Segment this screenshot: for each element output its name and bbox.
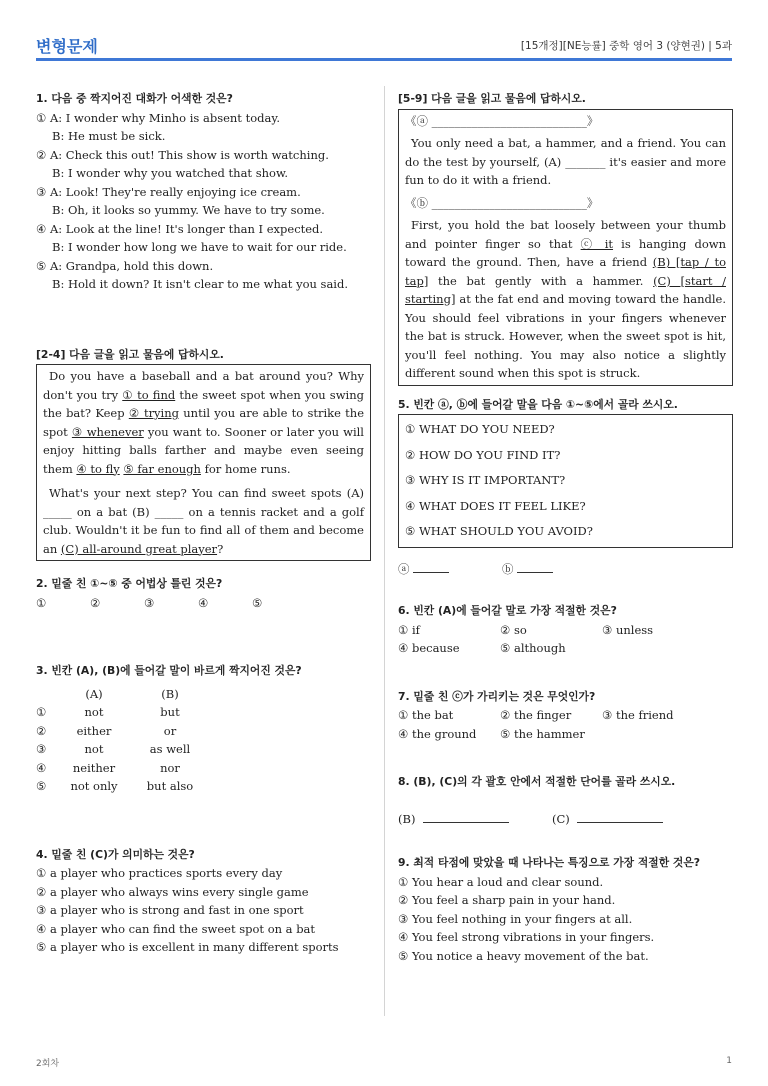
q2-choice: ②: [90, 595, 101, 610]
passage-2-4-prompt: [2-4] 다음 글을 읽고 물음에 답하시오.: [36, 347, 224, 361]
question-9-prompt: 9. 최적 타점에 맞았을 때 나타나는 특징으로 가장 적절한 것은?: [398, 856, 701, 869]
q9-option: ④ You feel strong vibrations in your fingers.: [398, 930, 655, 944]
q2-choice: ③: [144, 595, 155, 610]
question-5: [398, 396, 733, 579]
q9-option: ① You hear a loud and clear sound.: [398, 874, 604, 889]
question-7: [398, 688, 733, 744]
question-6-prompt: 6. 빈칸 (A)에 들어갈 말로 가장 적절한 것은?: [398, 604, 617, 617]
q7-row: [398, 725, 733, 744]
question-1-prompt: 1. 다음 중 짝지어진 대화가 어색한 것은?: [36, 92, 233, 105]
q6-option: ① if: [398, 622, 420, 637]
question-4: [36, 846, 371, 957]
passage-5-9: [398, 90, 733, 386]
passage-5-9-prompt: [5-9] 다음 글을 읽고 물음에 답하시오.: [398, 92, 586, 105]
q3-table: [36, 685, 371, 796]
q2-choices: [36, 594, 371, 613]
question-3-prompt: 3. 빈칸 (A), (B)에 들어갈 말이 바르게 짝지어진 것은?: [36, 664, 302, 677]
q4-option: ④ a player who can find the sweet spot on a bat: [36, 921, 316, 936]
q2-choice: ①: [36, 595, 47, 610]
q7-row: [398, 706, 733, 725]
q9-option: ③ You feel nothing in your fingers at all.: [398, 911, 633, 926]
q8-answers: [398, 810, 733, 829]
question-4-prompt: 4. 밑줄 친 (C)가 의미하는 것은?: [36, 847, 195, 861]
q5-option: ⑤ WHAT SHOULD YOU AVOID?: [405, 524, 593, 538]
q5-option: ④ WHAT DOES IT FEEL LIKE?: [405, 498, 586, 513]
passage-2-4: [36, 346, 371, 562]
answer-c-field[interactable]: (C): [552, 810, 663, 829]
question-6: [398, 602, 733, 658]
q7-option: ④ the ground: [398, 726, 477, 741]
q6-option: ⑤ although: [500, 641, 566, 655]
q3-row: ② either or: [36, 723, 177, 738]
question-1: [36, 90, 371, 294]
q1-line: B: Hold it down? It isn't clear to me what you said.: [52, 277, 349, 291]
q3-row: ③ not as well: [36, 742, 191, 756]
underline-2: ② trying: [128, 406, 180, 420]
blank-heading-b: 《ⓑ ___________________________》: [405, 195, 599, 210]
q5-options-box: [398, 414, 733, 548]
q3-row: ① not but: [36, 705, 180, 719]
passage-2-4-box: [36, 364, 371, 561]
q1-line: B: He must be sick.: [52, 129, 166, 143]
q5-option: ③ WHY IS IT IMPORTANT?: [405, 473, 566, 487]
column-divider: [384, 86, 385, 1016]
round-label: 2회차: [36, 1059, 60, 1069]
page-title: 변형문제: [36, 37, 98, 56]
underline-1: ① to find: [122, 387, 176, 402]
q2-choice: ⑤: [252, 595, 263, 610]
q4-option: ⑤ a player who is excellent in many different sports: [36, 940, 339, 954]
question-3: [36, 662, 371, 796]
blank-heading-a: 《ⓐ ___________________________》: [405, 113, 599, 128]
q1-line: B: I wonder why you watched that show.: [52, 166, 289, 180]
q1-line: ① A: I wonder why Minho is absent today.: [36, 110, 280, 125]
q5-option: ② HOW DO YOU FIND IT?: [405, 447, 561, 462]
question-7-prompt: 7. 밑줄 친 ⓒ가 가리키는 것은 무엇인가?: [398, 689, 596, 703]
underline-3: ③ whenever: [71, 424, 144, 439]
q6-row: [398, 621, 733, 640]
q3-row: ⑤ not only but also: [36, 779, 194, 793]
q3-row: ④ neither nor: [36, 760, 180, 775]
q1-line: B: Oh, it looks so yummy. We have to try some.: [52, 203, 325, 217]
q6-option: ② so: [500, 622, 527, 637]
q7-option: ① the bat: [398, 708, 454, 722]
textbook-info: [15개정][NE능률] 중학 영어 3 (양현권) | 5과: [520, 40, 732, 52]
q9-option: ② You feel a sharp pain in your hand.: [398, 893, 616, 907]
q7-option: ② the finger: [500, 708, 572, 722]
question-8-prompt: 8. (B), (C)의 각 괄호 안에서 적절한 단어를 골라 쓰시오.: [398, 775, 676, 788]
q1-line: ④ A: Look at the line! It's longer than I expected.: [36, 221, 324, 236]
q5-option: ① WHAT DO YOU NEED?: [405, 422, 555, 436]
left-column: [36, 90, 371, 957]
q4-option: ③ a player who is strong and fast in one sport: [36, 903, 304, 917]
q6-option: ③ unless: [602, 622, 654, 637]
passage-5-9-box: [398, 109, 733, 386]
underline-c-it: ⓒ it: [580, 236, 614, 251]
underline-4: ④ to fly: [76, 461, 120, 476]
q4-option: ② a player who always wins every single game: [36, 884, 309, 899]
q6-row: [398, 639, 733, 658]
q1-line: ⑤ A: Grandpa, hold this down.: [36, 258, 214, 273]
passage-2-4-para-1: Do you have a baseball and a bat around you? Why don't you try ① to find the sweet spot when you swing the bat? Keep ② trying until you are able to strike the spot ③ whenever you want to. Sooner or later you will enjoy hitting balls farther and maybe even seeing them ④ to fly ⑤ far enough for home runs.: [43, 369, 365, 476]
answer-a[interactable]: ⓐ: [398, 560, 502, 579]
passage-2-4-para-2: What's your next step? You can find sweet spots (A) _____ on a bat (B) _____ on a tennis racket and a golf club. Wouldn't it be fun to find all of them and become an (C) all-around great player?: [43, 486, 364, 556]
q3-header-row: (A) (B): [85, 686, 179, 701]
q1-line: ② A: Check this out! This show is worth watching.: [36, 147, 329, 162]
q5-answers: [398, 560, 733, 579]
passage-5-9-para-b: First, you hold the bat loosely between your thumb and pointer finger so that ⓒ it is hanging down toward the ground. Then, have a friend (B) [tap / to tap] the bat gently with a hammer. (C) [start / starting] at the fat end and moving toward the handle. You should feel vibrations in your fingers whenever the bat is struck. However, when the sweet spot is hit, you'll feel nothing. You may also notice a slightly different sound when this spot is struck.: [405, 218, 727, 380]
question-9: [398, 854, 733, 965]
bracket-c: (C) [start / starting]: [405, 273, 726, 306]
q7-option: ③ the friend: [602, 708, 674, 722]
underline-5: ⑤ far enough: [123, 461, 201, 476]
answer-b-field[interactable]: (B): [398, 810, 552, 829]
bracket-b: (B) [tap / to tap]: [405, 255, 727, 288]
q7-option: ⑤ the hammer: [500, 726, 585, 741]
q1-line: ③ A: Look! They're really enjoying ice cream.: [36, 184, 301, 199]
question-2: [36, 575, 371, 612]
right-column: [398, 90, 733, 965]
question-5-prompt: 5. 빈칸 ⓐ, ⓑ에 들어갈 말을 다음 ①~⑤에서 골라 쓰시오.: [398, 397, 678, 411]
question-8: [398, 773, 733, 828]
q6-option: ④ because: [398, 641, 460, 655]
underline-c: (C) all-around great player: [60, 541, 218, 556]
q1-line: B: I wonder how long we have to wait for our ride.: [52, 240, 347, 254]
page-number: 1: [726, 1056, 732, 1066]
answer-b[interactable]: ⓑ: [502, 560, 553, 579]
question-2-prompt: 2. 밑줄 친 ①~⑤ 중 어법상 틀린 것은?: [36, 577, 223, 590]
passage-5-9-para-a: You only need a bat, a hammer, and a friend. You can do the test by yourself, (A) _______ it's easier and more fun to do it with a friend.: [405, 136, 726, 187]
header-rule: [36, 58, 732, 61]
q9-option: ⑤ You notice a heavy movement of the bat.: [398, 948, 649, 963]
q2-choice: ④: [198, 595, 209, 610]
q4-option: ① a player who practices sports every day: [36, 866, 283, 880]
